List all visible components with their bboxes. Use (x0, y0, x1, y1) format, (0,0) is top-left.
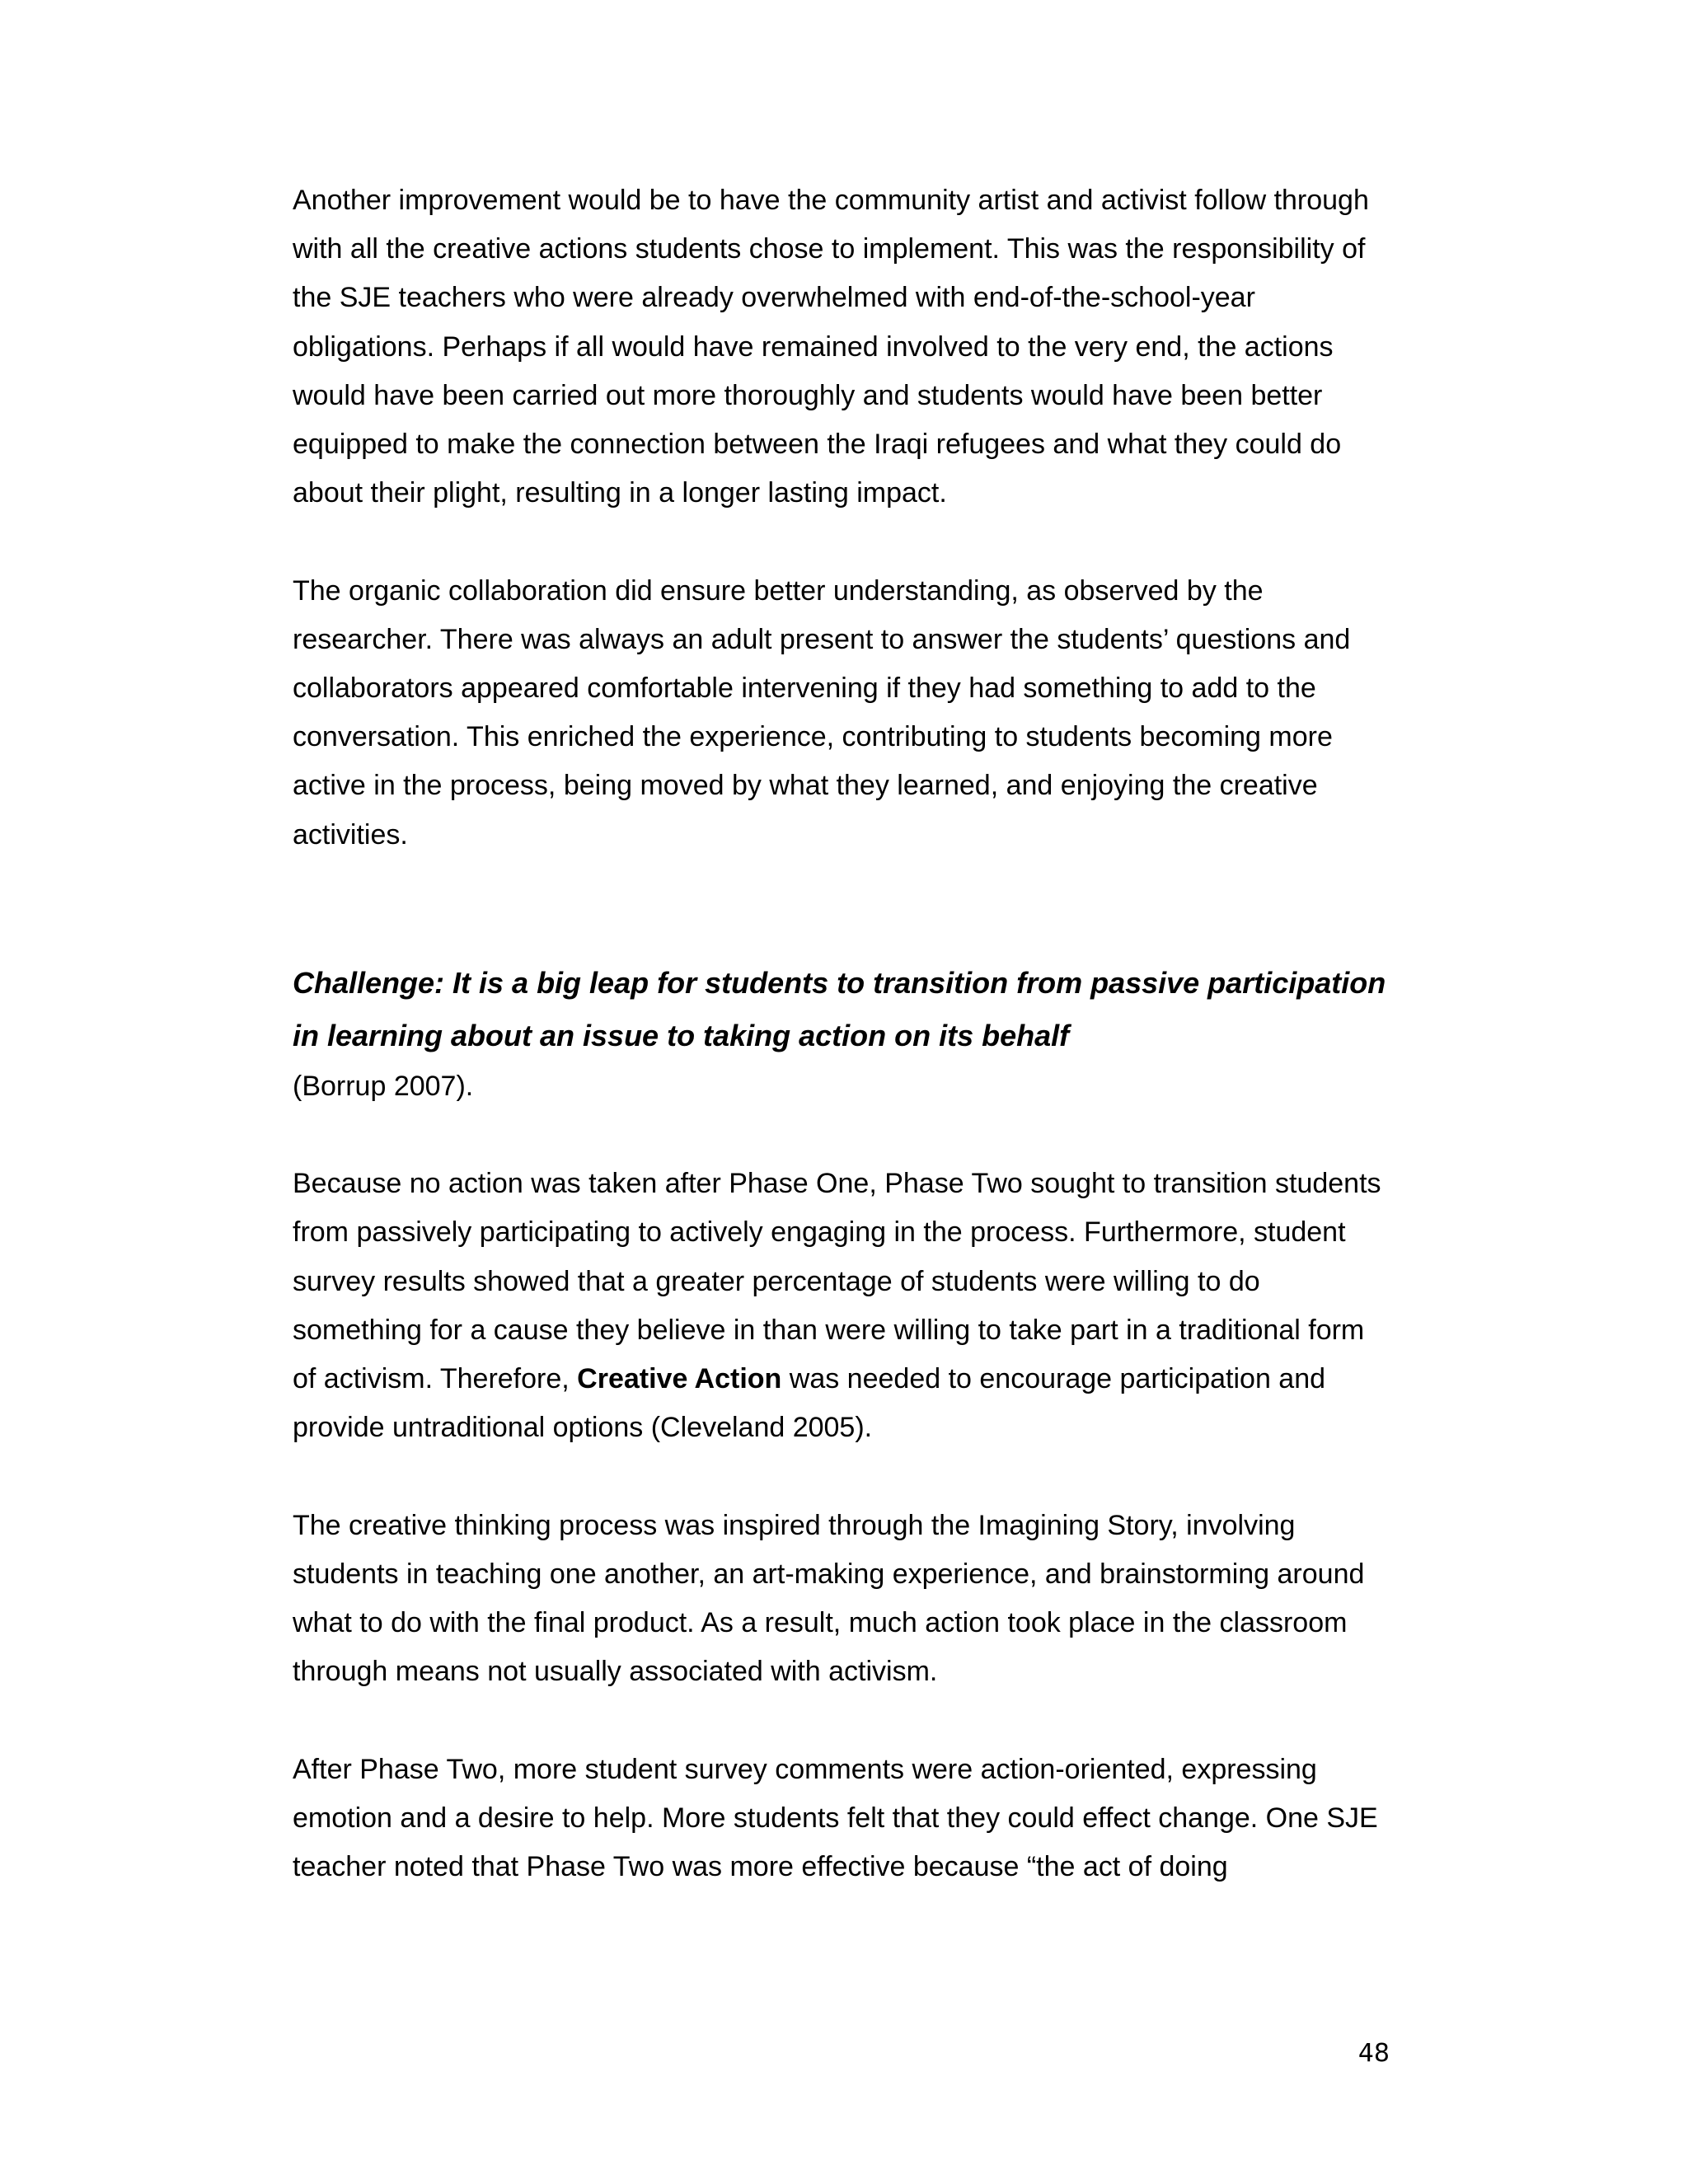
page-number: 48 (1357, 2039, 1390, 2068)
paragraph-survey-results: After Phase Two, more student survey comments were action-oriented, expressing emotion and a desire to help. More students felt that they could effect change. One SJE teacher noted that Phase Two was more effective because “the act of doing (293, 1753, 1378, 1883)
paragraph-improvement: Another improvement would be to have the community artist and activist follow through with all the creative actions students chose to implement. This was the responsibility of the SJE teachers who were already overwhelmed with end-of-the-school-year obligations. Perhaps if all would have remained involved to the very end, the actions would have been carried out more thoroughly and students would have been better equipped to make the connection between the Iraqi refugees and what they could do about their plight, resulting in a longer lasting impact. (293, 185, 1369, 509)
paragraph-creative-process: The creative thinking process was inspired through the Imagining Story, involving students in teaching one another, an art-making experience, and brainstorming around what to do with the final product. As a result, much action took place in the classroom through means not usually associated with activism. (293, 1509, 1365, 1688)
paragraph-phase-two-transition (293, 1160, 1390, 1452)
heading-citation: (Borrup 2007). (293, 1070, 474, 1102)
paragraph-collaboration: The organic collaboration did ensure better understanding, as observed by the researcher. There was always an adult present to answer the students’ questions and collaborators appeared comfortable intervening if they had something to add to the conversation. This enriched the experience, contributing to students becoming more active in the process, being moved by what they learned, and enjoying the creative activities. (293, 574, 1351, 851)
document-body (293, 176, 1390, 1940)
paragraph-text-before-bold: Because no action was taken after Phase One, Phase Two sought to transition students from passively participating to actively engaging in the process. Furthermore, student survey results showed that a greater percentage of students were willing to do something for a cause they believe in than were willing to take part in a traditional form of activism. Therefore, (293, 1168, 1381, 1395)
section-heading: Challenge: It is a big leap for students to transition from passive participation in learning about an issue to taking action on its behalf (293, 965, 1386, 1052)
bold-term: Creative Action (577, 1363, 782, 1395)
paragraph-text-after-bold: was needed to encourage participation and provide untraditional options (Cleveland 2005). (293, 1363, 1326, 1444)
